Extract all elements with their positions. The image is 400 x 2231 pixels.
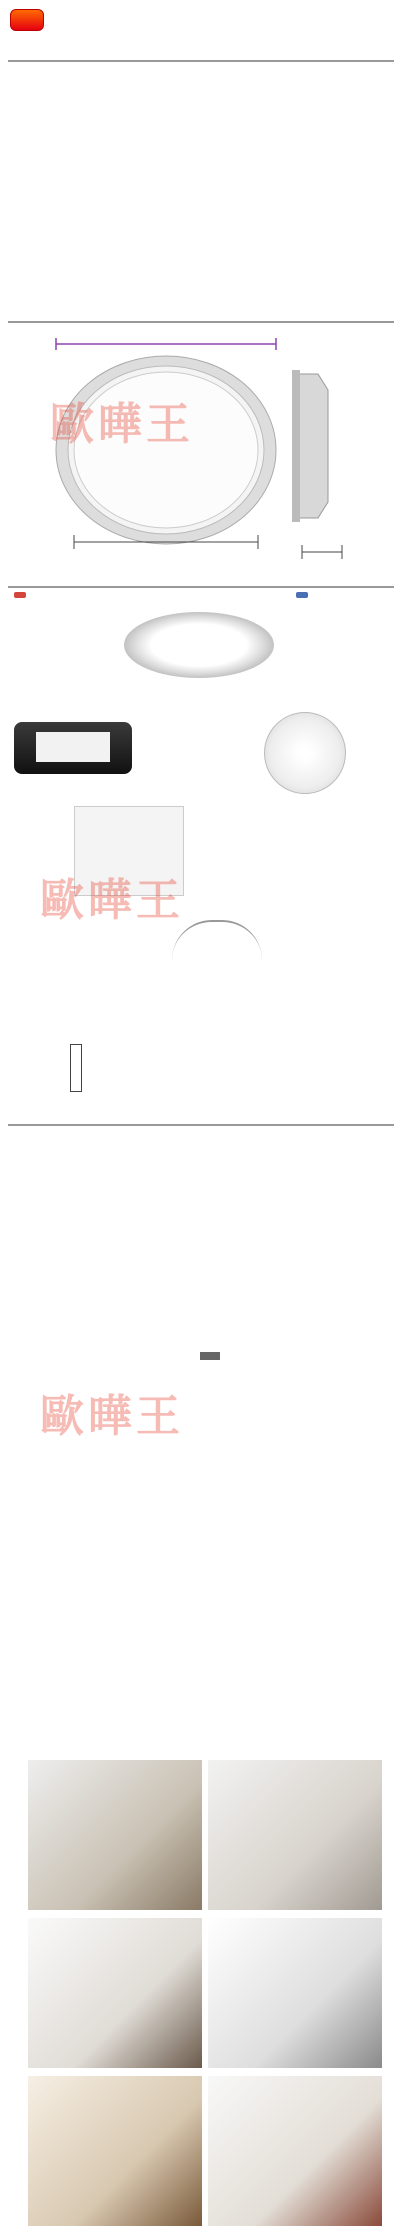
lamp-photo — [124, 612, 274, 678]
diffuser-tag — [14, 592, 26, 598]
section-divider — [8, 1124, 394, 1126]
scene-photo-5 — [28, 2076, 202, 2226]
scene-photo-4 — [208, 1918, 382, 2068]
brand-logo — [10, 9, 44, 31]
watermark: 歐曄王 — [40, 1391, 184, 1442]
scene-photo-6 — [208, 2076, 382, 2226]
cable-photo — [172, 920, 262, 960]
section-divider — [8, 321, 394, 323]
lamp-icon — [200, 1352, 220, 1360]
section-divider — [8, 60, 394, 62]
driver-photo — [14, 722, 132, 774]
scene-photo-3 — [28, 1918, 202, 2068]
led-board-photo — [264, 712, 346, 794]
watermark: 歐曄王 — [40, 875, 184, 926]
top-view-diagram — [108, 1514, 338, 1714]
driver-label — [36, 732, 110, 762]
scene-photo-1 — [28, 1760, 202, 1910]
page-header — [0, 0, 400, 40]
dip-switch-icon — [70, 1044, 82, 1092]
aluminum-tag — [296, 592, 308, 598]
section-divider — [8, 586, 394, 588]
watermark: 歐曄王 — [50, 399, 194, 450]
scene-photo-2 — [208, 1760, 382, 1910]
